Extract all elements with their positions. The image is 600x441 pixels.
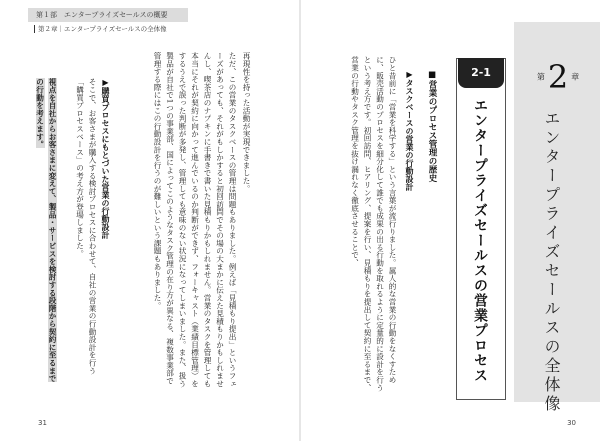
section-badge: 2-1 [458,58,504,88]
left-paragraph-2: ただ、この営業のタスクベースの管理は問題もありました。例えば「見積もり提出」というフェーズがあっても、それがもしかすると初回訪問でその場の大まかに伝えた見積もりかもしれませんし、喫茶店のナプキンに手書きで書いた見積もりかもしれません。営業のタスクを管理しても本当にそれが契約に向かって進んでいるのか判断ができず、フォーキャスト（業績目標管理）をするうえで誤った判断が多発し、管理しても意味のない状況になってしまいました。また、扱う製品が自社で1つの事業部、国によってこのようなタスク管理の在り方が異なる、複数事業部で管理する際にはこの行動設計を行うのが難しいという課題もありました。 [153,52,237,388]
page-gutter [299,0,301,441]
chapter-number-value: 2 [547,58,569,96]
left-highlight-paragraph [26,78,58,388]
page-number-left: 31 [38,419,47,427]
right-subheading: ▶タスクベースの営業の行動設計 [405,70,414,191]
left-paragraph-3: そこで、お客さまが購入する検討プロセスに合わせて、自社の営業の行動設計を行う「購買プロセスベース」の考え方が登場しました。 [75,78,97,375]
chapter-running-header [34,24,167,33]
left-subheading: ▶購買プロセスにもとづいた営業の行動設計 [101,78,110,239]
divider [34,25,35,33]
section-title: エンタープライズセールスの営業プロセス [472,98,488,383]
part-running-header: 第１部 エンタープライズセールスの概要 [28,8,188,22]
chapter-label-pre: 第 [536,72,545,82]
page-number-right: 30 [567,419,576,427]
highlighted-text: 視点を自社からお客さまに変えて、製品・サービスを検討する段階から契約に至るまでの行動を考えます。 [35,78,57,383]
chapter-running-text: 第２章｜エンタープライズセールスの全体像 [38,25,167,33]
right-heading: ■営業のプロセス管理の歴史 [427,70,437,182]
chapter-number [522,58,594,96]
right-paragraph: ひと昔前に「営業を科学する」という言葉が流行りました。属人的な営業の行動をなくすために、販売活動のプロセスを細分化して誰でも成果の出る行動を取れるように定量的に設計を行うという考え方です。初回訪問、ヒアリング、提案を行い、見積もりを提出して契約に至るまで、営業の行動やタスク管理を抜け漏れなく徹底させることで、 [350,56,397,392]
chapter-title: エンタープライズセールスの全体像 [542,110,561,414]
chapter-label-post: 章 [571,72,580,82]
left-paragraph-1: 再現性を持った活動が実現できました。 [242,52,251,193]
